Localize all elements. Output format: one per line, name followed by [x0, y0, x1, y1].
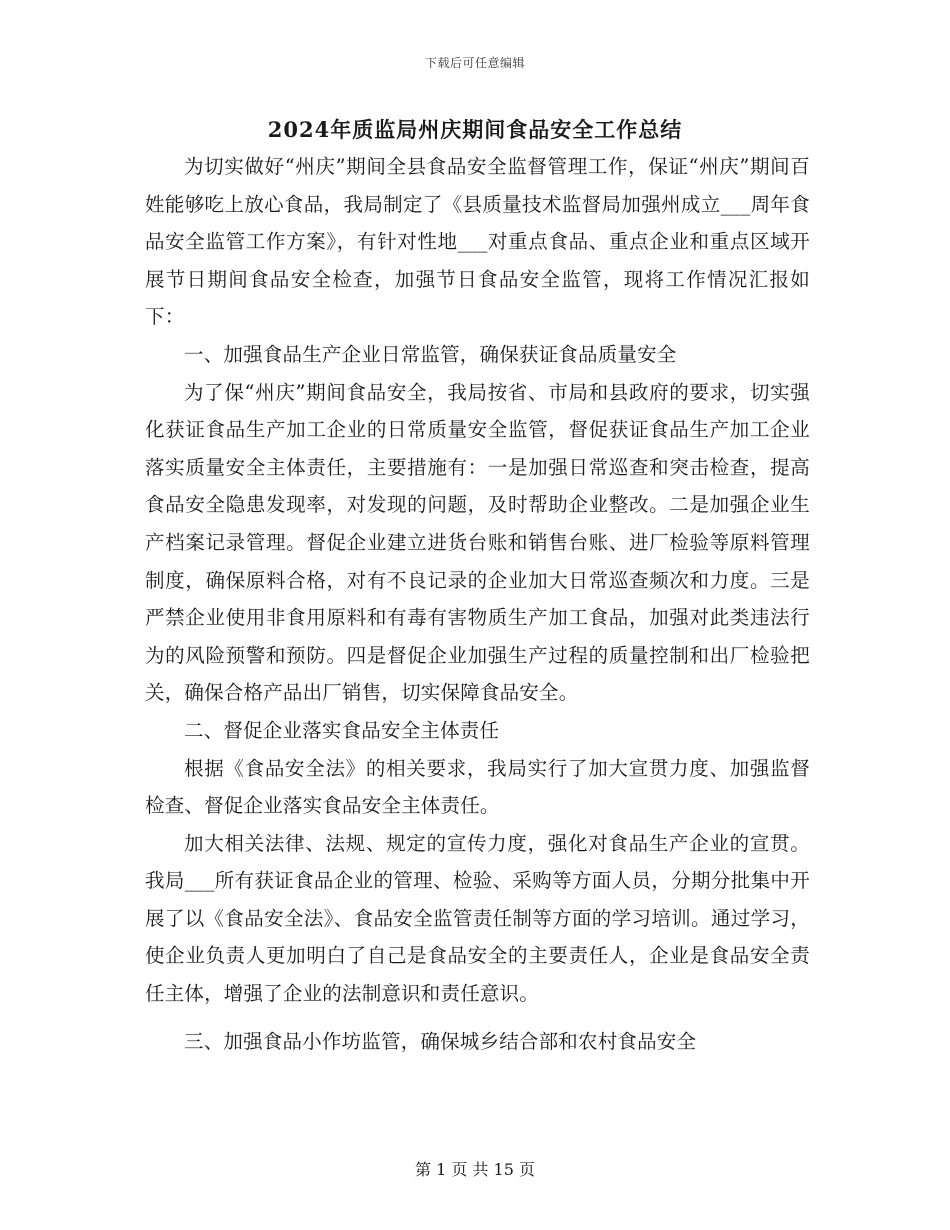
page-number: 第 1 页 共 15 页 [415, 1160, 535, 1179]
document-body [145, 148, 810, 1060]
paragraph-section-1: 为了保“州庆”期间食品安全，我局按省、市局和县政府的要求，切实强化获证食品生产加工企业的日常质量安全监管，督促获证食品生产加工企业落实质量安全主体责任，主要措施有：一是加强日常巡查和突击检查，提高食品安全隐患发现率，对发现的问题，及时帮助企业整改。二是加强企业生产档案记录管理。督促企业建立进货台账和销售台账、进厂检验等原料管理制度，确保原料合格，对有不良记录的企业加大日常巡查频次和力度。三是严禁企业使用非食用原料和有毒有害物质生产加工食品，加强对此类违法行为的风险预警和预防。四是督促企业加强生产过程的质量控制和出厂检验把关，确保合格产品出厂销售，切实保障食品安全。 [145, 380, 810, 705]
page-header-note: 下载后可任意编辑 [424, 56, 525, 70]
section-heading-1: 一、加强食品生产企业日常监管，确保获证食品质量安全 [184, 342, 677, 366]
paragraph-section-2a: 根据《食品安全法》的相关要求，我局实行了加大宣贯力度、加强监督检查、督促企业落实食品安全主体责任。 [145, 756, 810, 818]
document-title: 2024年质监局州庆期间食品安全工作总结 [267, 117, 683, 142]
section-heading-3: 三、加强食品小作坊监管，确保城乡结合部和农村食品安全 [184, 1029, 697, 1053]
section-heading-2: 二、督促企业落实食品安全主体责任 [184, 718, 500, 742]
paragraph-section-2b: 加大相关法律、法规、规定的宣传力度，强化对食品生产企业的宣贯。我局___所有获证食品企业的管理、检验、采购等方面人员，分期分批集中开展了以《食品安全法》、食品安全监管责任制等方面的学习培训。通过学习，使企业负责人更加明白了自己是食品安全的主要责任人，企业是食品安全责任主体，增强了企业的法制意识和责任意识。 [145, 831, 810, 1006]
paragraph-intro: 为切实做好“州庆”期间全县食品安全监督管理工作，保证“州庆”期间百姓能够吃上放心食品，我局制定了《县质量技术监督局加强州成立___周年食品安全监管工作方案》，有针对性地___对重点食品、重点企业和重点区域开展节日期间食品安全检查，加强节日食品安全监管，现将工作情况汇报如下： [145, 155, 810, 329]
